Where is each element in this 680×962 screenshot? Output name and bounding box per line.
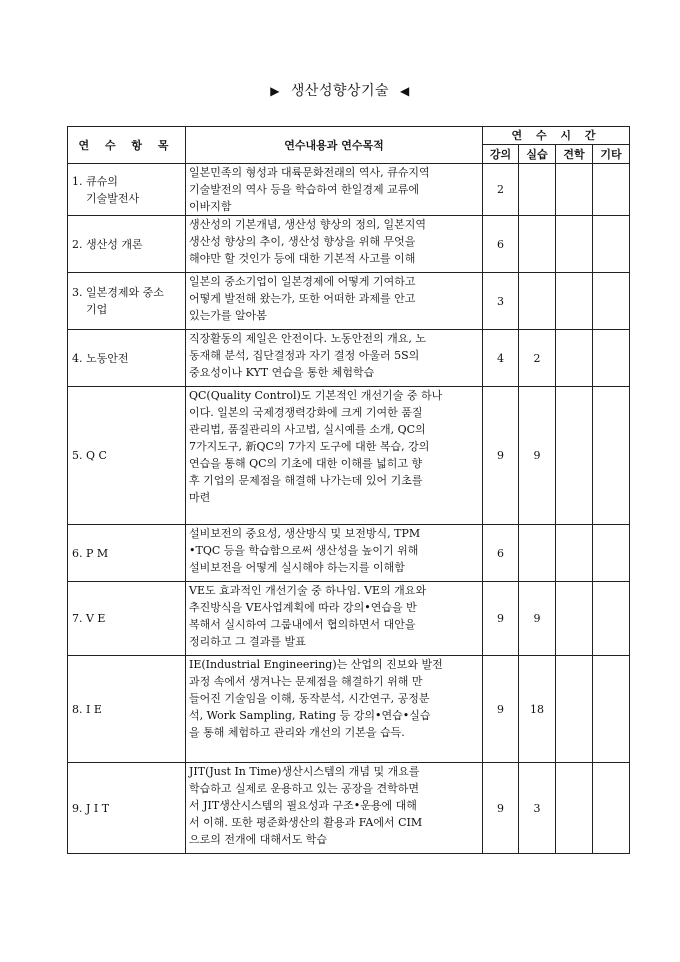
description-line: JIT(Just In Time)생산시스템의 개념 및 개요를 xyxy=(189,765,420,778)
description-line: 중요성이나 KYT 연습을 통한 체험학습 xyxy=(189,366,375,379)
training-description xyxy=(186,387,483,525)
training-item-name xyxy=(68,330,186,387)
practice-hours-cell: 2 xyxy=(519,330,556,387)
training-description xyxy=(186,273,483,330)
header-training-item: 연 수 항 목 xyxy=(68,127,186,164)
lecture-hours-cell: 3 xyxy=(483,273,519,330)
lecture-hours-cell: 2 xyxy=(483,164,519,216)
training-description xyxy=(186,656,483,763)
table-row xyxy=(68,763,630,854)
page-title xyxy=(0,80,680,100)
item-name-line: 기술발전사 xyxy=(72,191,140,205)
header-content-purpose: 연수내용과 연수목적 xyxy=(186,127,483,164)
description-line: 복해서 실시하여 그룹내에서 협의하면서 대안을 xyxy=(189,618,416,631)
item-name-line: 기업 xyxy=(72,303,108,316)
description-line: 생산성 향상의 추이, 생산성 향상을 위해 무엇을 xyxy=(189,235,416,248)
description-line: 있는가를 알아봄 xyxy=(189,309,267,322)
description-line: 과정 속에서 생겨나는 문제점을 해결하기 위해 만 xyxy=(189,675,423,688)
description-line: 이바지함 xyxy=(189,200,232,213)
practice-hours-cell xyxy=(519,273,556,330)
description-line: 7가지도구, 新QC의 7가지 도구에 대한 복습, 강의 xyxy=(189,440,430,453)
training-item-name xyxy=(68,216,186,273)
description-line: 들어진 기술임을 이해, 동작분석, 시간연구, 공정분 xyxy=(189,692,430,705)
table-row xyxy=(68,216,630,273)
training-schedule-table xyxy=(67,126,630,854)
description-line: 설비보전의 중요성, 생산방식 및 보전방식, TPM xyxy=(189,527,421,540)
description-line: 마련 xyxy=(189,491,211,504)
header-practice: 실습 xyxy=(519,145,556,164)
lecture-hours-cell: 9 xyxy=(483,656,519,763)
description-line: 어떻게 발전해 왔는가, 또한 어떠한 과제를 안고 xyxy=(189,292,416,305)
item-name-line: 4. 노동안전 xyxy=(72,351,129,365)
header-lecture: 강의 xyxy=(483,145,519,164)
description-line: 후 기업의 문제점을 해결해 나가는데 있어 기초를 xyxy=(189,474,423,487)
training-item-name xyxy=(68,164,186,216)
header-training-hours: 연 수 시 간 xyxy=(483,127,630,145)
description-line: 일본의 중소기업이 일본경제에 어떻게 기여하고 xyxy=(189,275,416,288)
description-line: VE도 효과적인 개선기술 중 하나임. VE의 개요와 xyxy=(189,584,427,597)
training-item-name xyxy=(68,525,186,582)
tour-hours-cell xyxy=(556,273,593,330)
tour-hours-cell xyxy=(556,525,593,582)
item-name-line: 6. P M xyxy=(72,546,109,560)
other-hours-cell xyxy=(593,525,630,582)
table-row xyxy=(68,387,630,525)
practice-hours-cell: 3 xyxy=(519,763,556,854)
description-line: 일본민족의 형성과 대륙문화전래의 역사, 큐슈지역 xyxy=(189,166,430,179)
lecture-hours-cell: 9 xyxy=(483,763,519,854)
practice-hours-cell xyxy=(519,525,556,582)
tour-hours-cell xyxy=(556,582,593,656)
training-item-name xyxy=(68,582,186,656)
lecture-hours-cell: 9 xyxy=(483,582,519,656)
item-name-line: 2. 생산성 개론 xyxy=(72,237,143,251)
description-line: 서 이해. 또한 평준화생산의 활용과 FA에서 CIM xyxy=(189,816,423,829)
practice-hours-cell: 9 xyxy=(519,582,556,656)
description-line: 직장활동의 제일은 안전이다. 노동안전의 개요, 노 xyxy=(189,332,426,345)
header-tour: 견학 xyxy=(556,145,593,164)
description-line: 정리하고 그 결과를 발표 xyxy=(189,635,306,648)
description-line: 학습하고 실제로 운용하고 있는 공장을 견학하면 xyxy=(189,782,420,795)
description-line: 연습을 통해 QC의 기초에 대한 이해를 넓히고 향 xyxy=(189,457,423,470)
description-line: 서 JIT생산시스템의 필요성과 구조•운용에 대해 xyxy=(189,799,417,812)
tour-hours-cell xyxy=(556,656,593,763)
lecture-hours-cell: 4 xyxy=(483,330,519,387)
description-line: 동재해 분석, 집단결정과 자기 결정 아울러 5S의 xyxy=(189,349,420,362)
table-row xyxy=(68,273,630,330)
training-item-name xyxy=(68,387,186,525)
training-item-name xyxy=(68,763,186,854)
practice-hours-cell xyxy=(519,216,556,273)
description-line: 해야만 할 것인가 등에 대한 기본적 사고를 이해 xyxy=(189,252,416,265)
description-line: 추진방식을 VE사업계획에 따라 강의•연습을 반 xyxy=(189,601,417,614)
lecture-hours-cell: 6 xyxy=(483,525,519,582)
description-line: 생산성의 기본개념, 생산성 향상의 정의, 일본지역 xyxy=(189,218,426,231)
description-line: 이다. 일본의 국제경쟁력강화에 크게 기여한 품질 xyxy=(189,406,423,419)
description-line: QC(Quality Control)도 기본적인 개선기술 중 하나 xyxy=(189,389,443,402)
item-name-line: 1. 큐슈의 xyxy=(72,174,118,188)
description-line: •TQC 등을 학습함으로써 생산성을 높이기 위해 xyxy=(189,544,419,557)
other-hours-cell xyxy=(593,216,630,273)
description-line: 관리법, 품질관리의 사고법, 실시예를 소개, QC의 xyxy=(189,423,426,436)
training-description xyxy=(186,763,483,854)
other-hours-cell xyxy=(593,330,630,387)
description-line: 설비보전을 어떻게 실시해야 하는지를 이해함 xyxy=(189,561,405,574)
training-description xyxy=(186,216,483,273)
training-description xyxy=(186,582,483,656)
practice-hours-cell: 18 xyxy=(519,656,556,763)
description-line: 기술발전의 역사 등을 학습하여 한일경제 교류에 xyxy=(189,183,420,196)
other-hours-cell xyxy=(593,387,630,525)
other-hours-cell xyxy=(593,656,630,763)
table-row xyxy=(68,330,630,387)
description-line: IE(Industrial Engineering)는 산업의 진보와 발전 xyxy=(189,658,443,671)
table-row xyxy=(68,525,630,582)
item-name-line: 8. I E xyxy=(72,702,102,716)
training-description xyxy=(186,525,483,582)
tour-hours-cell xyxy=(556,164,593,216)
header-other: 기타 xyxy=(593,145,630,164)
lecture-hours-cell: 9 xyxy=(483,387,519,525)
training-description xyxy=(186,330,483,387)
item-name-line: 9. J I T xyxy=(72,801,110,815)
left-triangle-icon: ◀ xyxy=(400,84,410,98)
tour-hours-cell xyxy=(556,387,593,525)
item-name-line: 5. Q C xyxy=(72,449,107,462)
description-line: 석, Work Sampling, Rating 등 강의•연습•실습 xyxy=(189,709,431,722)
table-row xyxy=(68,582,630,656)
training-item-name xyxy=(68,273,186,330)
other-hours-cell xyxy=(593,164,630,216)
training-description xyxy=(186,164,483,216)
description-line: 으로의 전개에 대해서도 학습 xyxy=(189,833,328,846)
table-row xyxy=(68,656,630,763)
item-name-line: 3. 일본경제와 중소 xyxy=(72,286,164,299)
training-item-name xyxy=(68,656,186,763)
table-row xyxy=(68,164,630,216)
practice-hours-cell: 9 xyxy=(519,387,556,525)
other-hours-cell xyxy=(593,763,630,854)
tour-hours-cell xyxy=(556,330,593,387)
title-text: 생산성향상기술 xyxy=(290,83,390,99)
other-hours-cell xyxy=(593,582,630,656)
practice-hours-cell xyxy=(519,164,556,216)
description-line: 을 통해 체험하고 관리와 개선의 기본을 습득. xyxy=(189,726,405,739)
lecture-hours-cell: 6 xyxy=(483,216,519,273)
right-triangle-icon: ▶ xyxy=(270,84,280,98)
tour-hours-cell xyxy=(556,763,593,854)
other-hours-cell xyxy=(593,273,630,330)
tour-hours-cell xyxy=(556,216,593,273)
item-name-line: 7. V E xyxy=(72,612,106,625)
